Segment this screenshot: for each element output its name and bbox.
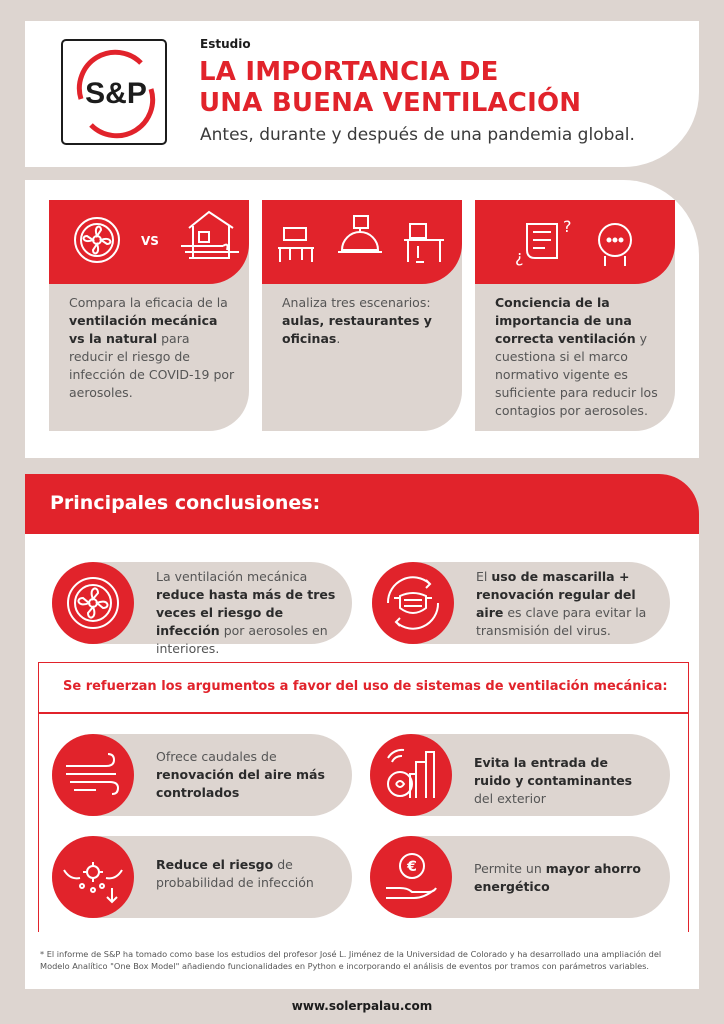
intro-card-scenarios xyxy=(262,200,462,431)
text-regular: y cuestiona si el marco normativo vigente es suficiente para reducir los contagios por aerosoles. xyxy=(495,331,658,418)
text-bold: Conciencia de la importancia de una correcta ventilación xyxy=(495,295,636,346)
virus-hands-icon xyxy=(52,836,134,918)
text-regular: La ventilación mecánica xyxy=(156,569,308,584)
text-regular: del exterior xyxy=(474,791,546,806)
logo-text: S&P xyxy=(85,77,147,110)
argument-item-noise xyxy=(370,734,670,816)
city-noise-icon xyxy=(370,734,452,816)
text-regular: El xyxy=(476,569,488,584)
text-bold: renovación del aire más controlados xyxy=(156,767,325,800)
conclusions-band xyxy=(25,474,699,534)
intro-card-comparison xyxy=(49,200,249,431)
sp-logo xyxy=(61,39,167,145)
scenarios-icons xyxy=(262,200,462,284)
page-subtitle: Antes, durante y después de una pandemia global. xyxy=(200,125,635,145)
text-regular: Permite un xyxy=(474,861,542,876)
logo-ring-icon xyxy=(63,41,169,147)
svg-text:¿: ¿ xyxy=(515,247,524,266)
text-regular: es clave para evitar la transmisión del virus. xyxy=(476,605,647,638)
footnote: * El informe de S&P ha tomado como base los estudios del profesor José L. Jiménez de la Universidad de Colorado y ha desarrollado una ampliación del Modelo Analítico "One Box Model" añadiendo funcionalidades en Python e incorporando el análisis de eventos por tramos con parámetros variables. xyxy=(40,949,662,971)
text-regular: para reducir el riesgo de infección de COVID-19 por aerosoles. xyxy=(69,331,235,400)
euro-hand-icon xyxy=(370,836,452,918)
text-regular: . xyxy=(336,331,341,346)
text-bold: Reduce el riesgo xyxy=(156,857,274,872)
intro-card-text xyxy=(49,284,249,402)
text-bold: contaminantes xyxy=(527,773,633,788)
intro-card-awareness xyxy=(475,200,675,431)
title-line-2: UNA BUENA VENTILACIÓN xyxy=(199,88,582,118)
kicker-label: Estudio xyxy=(200,37,251,51)
text-regular: de probabilidad de infección xyxy=(156,857,314,890)
text-bold: aulas, restaurantes y oficinas xyxy=(282,313,432,346)
vs-label: VS xyxy=(141,234,159,248)
svg-text:€: € xyxy=(407,859,417,875)
text-bold: mayor ahorro energético xyxy=(474,861,641,894)
text-regular: Compara la eficacia de la xyxy=(69,295,228,310)
fan-vs-house-icon xyxy=(49,200,249,284)
conclusion-item-ventilation xyxy=(52,562,352,656)
document-head-icons xyxy=(475,200,675,284)
footer-url[interactable]: www.solerpalau.com xyxy=(291,999,433,1013)
title-line-1: LA IMPORTANCIA DE xyxy=(199,57,499,87)
mask-cycle-icon xyxy=(372,562,454,644)
text-regular: por aerosoles en interiores. xyxy=(156,623,328,656)
page-title xyxy=(199,57,581,119)
argument-item-airflow xyxy=(52,734,352,816)
airflow-icon xyxy=(52,734,134,816)
fan-icon xyxy=(52,562,134,644)
argument-item-risk xyxy=(52,836,352,918)
header-panel xyxy=(25,21,699,167)
intro-card-text xyxy=(262,284,462,348)
arguments-heading: Se refuerzan los argumentos a favor del uso de sistemas de ventilación mecánica: xyxy=(63,679,668,694)
arguments-header xyxy=(38,662,689,712)
text-regular: Ofrece caudales de xyxy=(156,749,277,764)
svg-text:?: ? xyxy=(563,217,572,236)
intro-panel xyxy=(25,180,699,458)
intro-card-text xyxy=(475,284,675,420)
divider xyxy=(38,712,689,714)
text-bold: ventilación mecánica vs la natural xyxy=(69,313,218,346)
text-bold: Evita la entrada de ruido y xyxy=(474,755,608,788)
text-bold: uso de mascarilla + renovación regular del aire xyxy=(476,569,636,620)
argument-item-savings xyxy=(370,836,670,918)
conclusions-heading: Principales conclusiones: xyxy=(50,492,321,514)
text-regular: Analiza tres escenarios: xyxy=(282,295,431,310)
conclusion-item-mask xyxy=(372,562,670,644)
text-bold: reduce hasta más de tres veces el riesgo de infección xyxy=(156,587,336,638)
